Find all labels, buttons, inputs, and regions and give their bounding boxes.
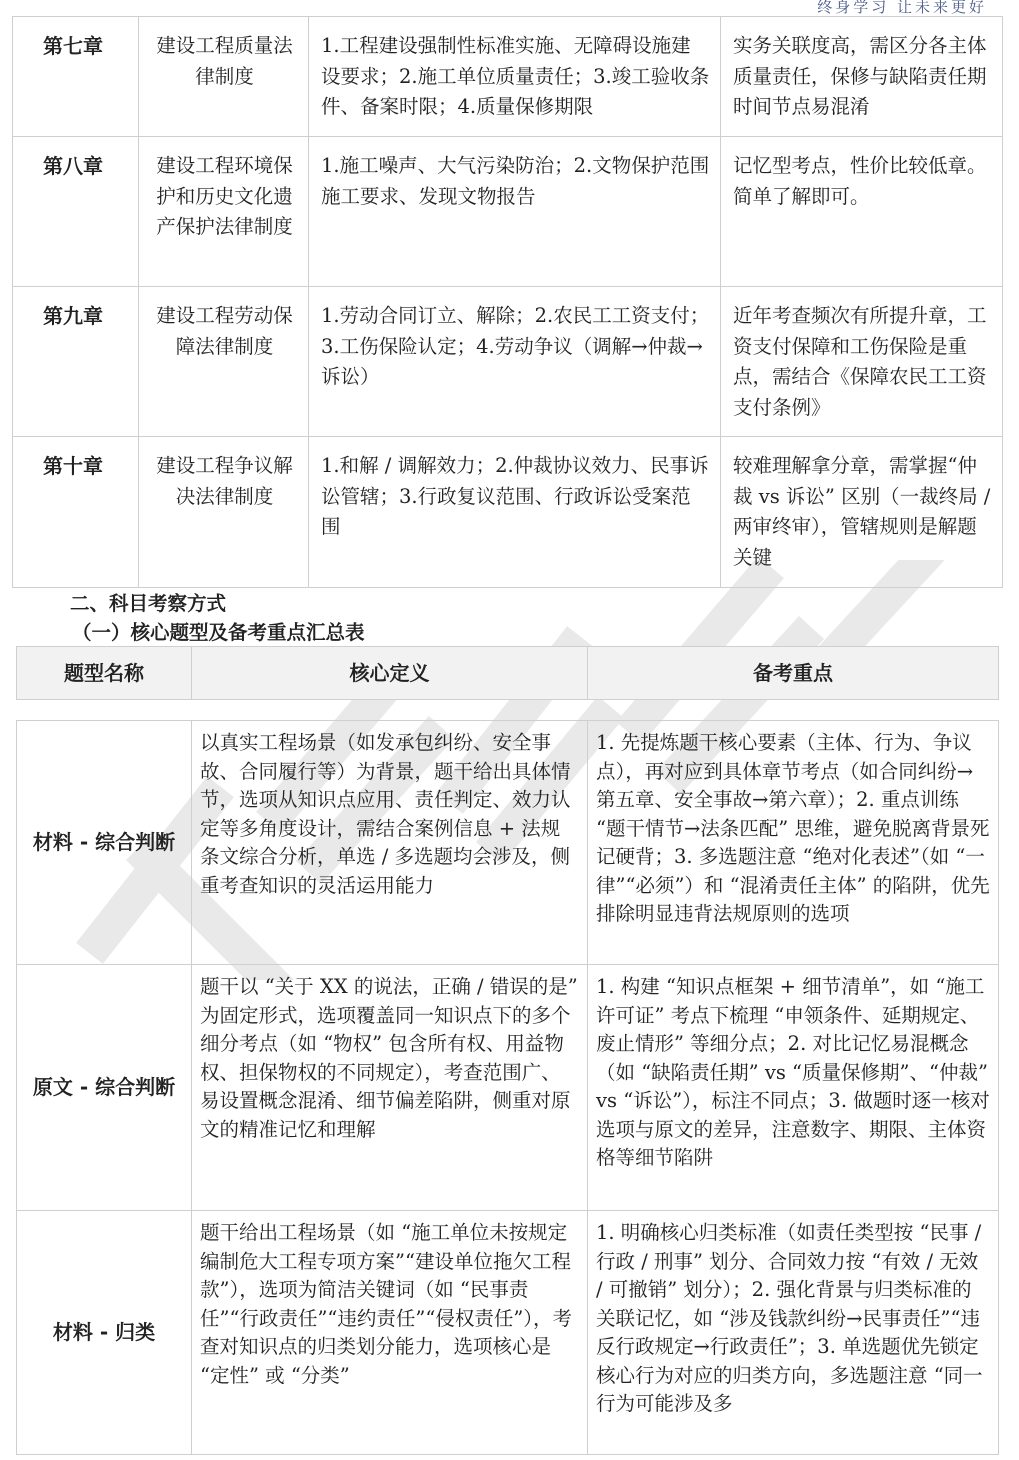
chapter-points: 1.劳动合同订立、解除；2.农民工工资支付；3.工伤保险认定；4.劳动争议（调解→仲裁→诉讼） — [309, 287, 721, 437]
chapter-points: 1.施工噪声、大气污染防治；2.文物保护范围施工要求、发现文物报告 — [309, 137, 721, 287]
question-type-focus: 1. 明确核心归类标准（如责任类型按 “民事 / 行政 / 刑事” 划分、合同效力按 “有效 / 无效 / 可撤销” 划分）；2. 强化背景与归类标准的关联记忆，如 “涉及钱款纠纷→民事责任”“违反行政规定→行政责任”；3. 单选题优先锁定核心行为对应的归类方向，多选题注意 “同一行为可能涉及多 — [588, 1211, 999, 1455]
table-header-row — [17, 647, 999, 700]
question-type-name: 材料 - 归类 — [17, 1211, 192, 1455]
chapter-label: 第十章 — [13, 437, 139, 588]
question-type-name: 原文 - 综合判断 — [17, 965, 192, 1211]
chapter-name: 建设工程环境保护和历史文化遗产保护法律制度 — [139, 137, 309, 287]
column-header: 备考重点 — [588, 647, 999, 700]
chapter-row — [13, 137, 1003, 287]
chapter-comment: 记忆型考点，性价比较低章。简单了解即可。 — [721, 137, 1003, 287]
question-type-definition: 题干以 “关于 XX 的说法，正确 / 错误的是” 为固定形式，选项覆盖同一知识点下的多个细分考点（如 “物权” 包含所有权、用益物权、担保物权的不同规定），考查范围广、易设置概念混淆、细节偏差陷阱，侧重对原文的精准记忆和理解 — [192, 965, 588, 1211]
chapter-label: 第八章 — [13, 137, 139, 287]
chapter-comment: 近年考查频次有所提升章，工资支付保障和工伤保险是重点，需结合《保障农民工工资支付条例》 — [721, 287, 1003, 437]
column-header: 题型名称 — [17, 647, 192, 700]
question-type-definition: 以真实工程场景（如发承包纠纷、安全事故、合同履行等）为背景，题干给出具体情节，选项从知识点应用、责任判定、效力认定等多角度设计，需结合案例信息 + 法规条文综合分析，单选 / 多选题均会涉及，侧重考查知识的灵活运用能力 — [192, 721, 588, 965]
spacer-row — [17, 700, 999, 721]
chapter-label: 第七章 — [13, 17, 139, 137]
table-row — [17, 721, 999, 965]
section-subtitle: （一）核心题型及备考重点汇总表 — [72, 621, 365, 644]
question-type-name: 材料 - 综合判断 — [17, 721, 192, 965]
section-title: 二、科目考察方式 — [70, 592, 227, 615]
table-row — [17, 965, 999, 1211]
question-type-definition: 题干给出工程场景（如 “施工单位未按规定编制危大工程专项方案”“建设单位拖欠工程款”），选项为简洁关键词（如 “民事责任”“行政责任”“违约责任”“侵权责任”），考查对知识点的归类划分能力，选项核心是 “定性” 或 “分类” — [192, 1211, 588, 1455]
chapter-label: 第九章 — [13, 287, 139, 437]
chapter-name: 建设工程争议解决法律制度 — [139, 437, 309, 588]
chapter-comment: 较难理解拿分章，需掌握“仲裁 vs 诉讼” 区别（一裁终局 / 两审终审），管辖规则是解题关键 — [721, 437, 1003, 588]
header-slogan: 终身学习 让未来更好 — [817, 0, 987, 16]
question-type-focus: 1. 构建 “知识点框架 + 细节清单”，如 “施工许可证” 考点下梳理 “申领条件、延期规定、废止情形” 等细分点；2. 对比记忆易混概念（如 “缺陷责任期” vs “质量保修期”、“仲裁” vs “诉讼”），标注不同点；3. 做题时逐一核对选项与原文的差异，注意数字、期限、主体资格等细节陷阱 — [588, 965, 999, 1211]
question-type-table — [16, 646, 999, 1455]
chapter-row — [13, 437, 1003, 588]
question-type-focus: 1. 先提炼题干核心要素（主体、行为、争议点），再对应到具体章节考点（如合同纠纷→第五章、安全事故→第六章）；2. 重点训练 “题干情节→法条匹配” 思维，避免脱离背景死记硬背；3. 多选题注意 “绝对化表述”（如 “一律”“必须”）和 “混淆责任主体” 的陷阱，优先排除明显违背法规原则的选项 — [588, 721, 999, 965]
chapter-table — [12, 16, 1003, 588]
chapter-row — [13, 17, 1003, 137]
chapter-points: 1.和解 / 调解效力；2.仲裁协议效力、民事诉讼管辖；3.行政复议范围、行政诉讼受案范围 — [309, 437, 721, 588]
column-header: 核心定义 — [192, 647, 588, 700]
chapter-comment: 实务关联度高，需区分各主体质量责任，保修与缺陷责任期时间节点易混淆 — [721, 17, 1003, 137]
chapter-row — [13, 287, 1003, 437]
chapter-name: 建设工程劳动保障法律制度 — [139, 287, 309, 437]
chapter-name: 建设工程质量法律制度 — [139, 17, 309, 137]
table-row — [17, 1211, 999, 1455]
chapter-points: 1.工程建设强制性标准实施、无障碍设施建设要求；2.施工单位质量责任；3.竣工验收条件、备案时限；4.质量保修期限 — [309, 17, 721, 137]
